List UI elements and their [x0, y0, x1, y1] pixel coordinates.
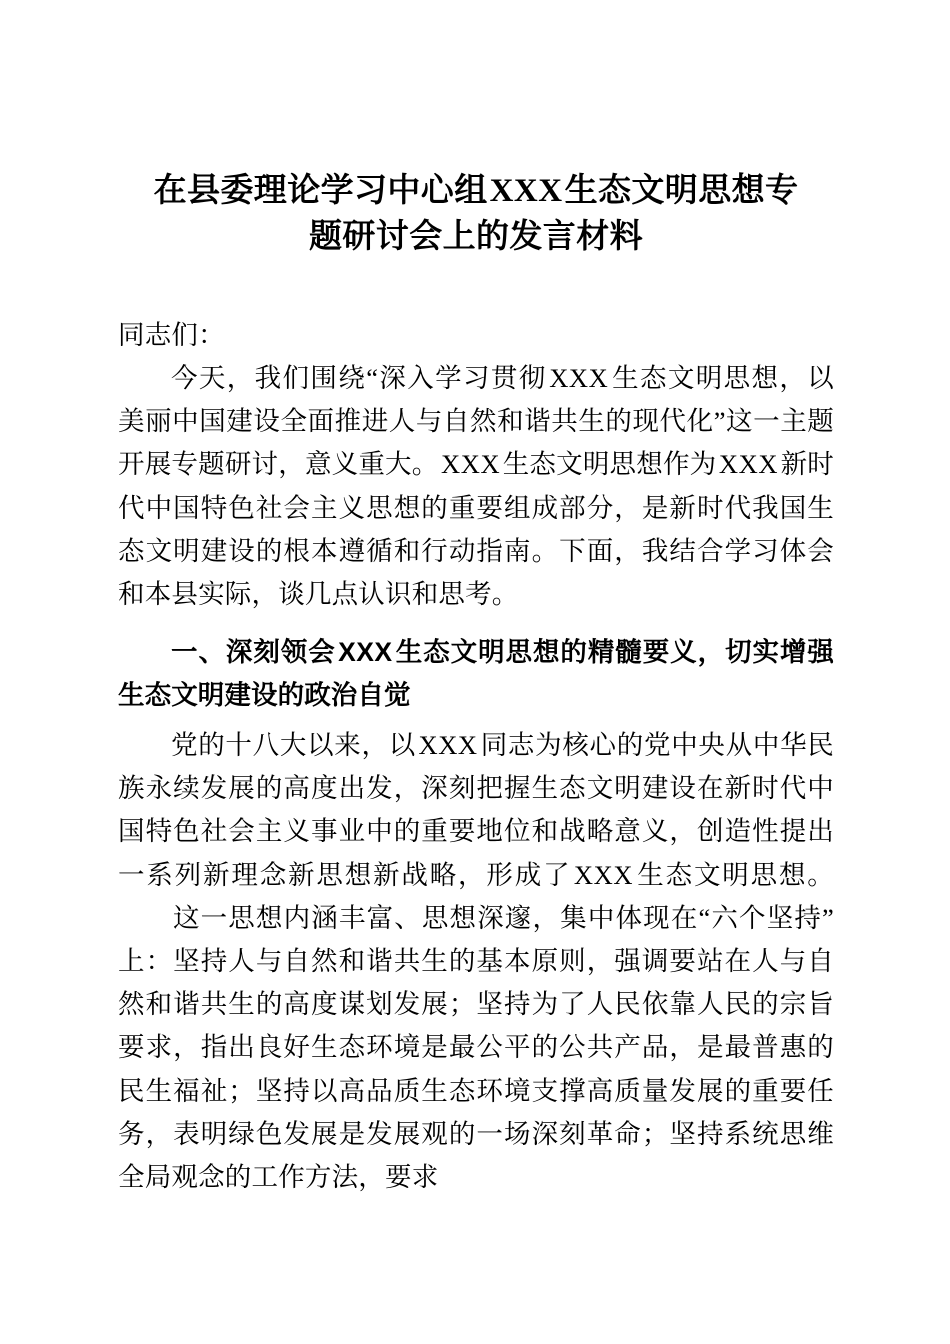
paragraph-2: [118, 724, 834, 1199]
document-title-line1-latin: XXX: [489, 173, 563, 209]
paragraph-2-latin-2: XXX: [573, 859, 634, 890]
paragraph-2-part2: 同志为核心的党中央从中华民族永续发展的高度出发，深刻把握生态文明建设在新时代中国特色社会主义事业中的重要地位和战略意义，创造性提出一系列新理念新思想新战略，形成了: [118, 730, 834, 890]
paragraph-2-part3: 生态文明思想。: [635, 859, 834, 890]
salutation-block: [118, 314, 834, 357]
document-title: [118, 168, 834, 260]
paragraph-2-part1: 党的十八大以来，以: [171, 730, 416, 760]
paragraph-2-latin-1: XXX: [418, 730, 478, 760]
document-title-line1-lead: 在县委理论学习中心组: [153, 173, 488, 209]
paragraph-1: [118, 357, 834, 616]
paragraph-1-latin-3: XXX: [718, 449, 779, 480]
salutation: 同志们：: [118, 320, 225, 350]
paragraph-1-latin-2: XXX: [440, 449, 501, 480]
paragraph-1-part1: 今天，我们围绕“深入学习贯彻: [171, 363, 547, 393]
paragraph-1-part4: 新时代中国特色社会主义思想的重要组成部分，是新时代我国生态文明建设的根本遵循和行动指南。下面，我结合学习体会和本县实际，谈几点认识和思考。: [118, 449, 834, 610]
paragraph-1-latin-1: XXX: [549, 363, 609, 393]
heading-1-block: [118, 631, 834, 717]
section-heading-1-latin: XXX: [338, 637, 393, 667]
paragraph-1-part2: 生态文明思想，以美丽中国建设全面推进人与自然和谐共生的现代化”这一主题开展专题研讨，意义重大。: [118, 363, 835, 480]
section-heading-1-part1: 一、深刻领会: [171, 637, 336, 667]
document-title-line2: 题研讨会上的发言材料: [309, 219, 643, 255]
paragraph-2-block: [118, 724, 834, 1199]
paragraph-2-part4: 这一思想内涵丰富、思想深邃，集中体现在“六个坚持”上：坚持人与自然和谐共生的基本原则，强调要站在人与自然和谐共生的高度谋划发展；坚持为了人民依靠人民的宗旨要求，指出良好生态环境是最公平的公共产品，是最普惠的民生福祉；坚持以高品质生态环境支撑高质量发展的重要任务，表明绿色发展是发展观的一场深刻革命；坚持系统思维全局观念的工作方法，要求: [118, 902, 834, 1193]
paragraph-1-part3: 生态文明思想作为: [502, 449, 717, 480]
paragraph-1-block: [118, 357, 834, 616]
section-heading-1-part2: 生态文明思想的精髓要义，切实增强生态文明建设的政治自觉: [118, 637, 834, 711]
section-heading-1: [118, 631, 834, 717]
document-title-line1-tail: 生态文明思想专: [564, 173, 799, 209]
